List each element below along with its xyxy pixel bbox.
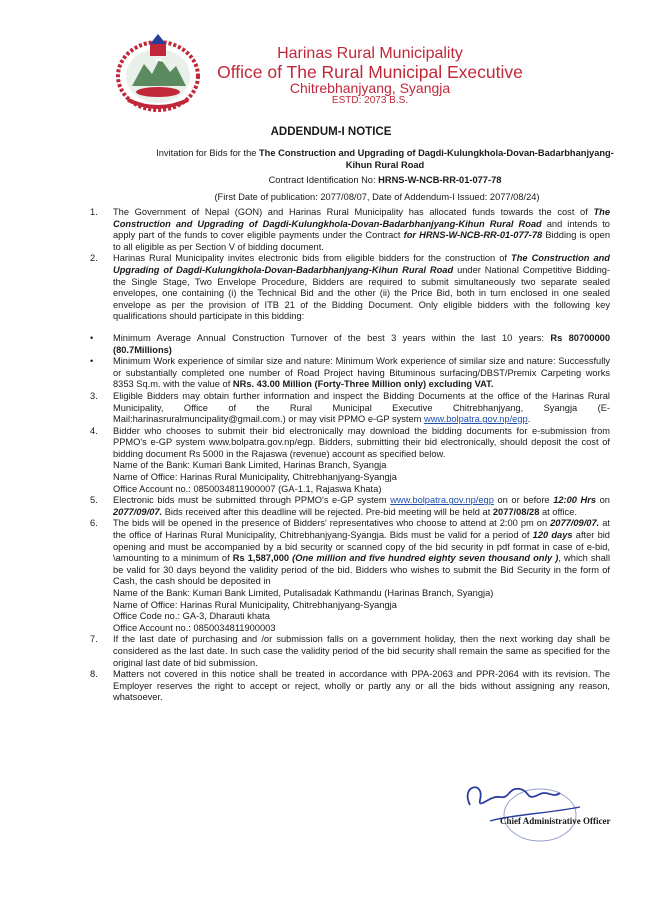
item-text: The bids will be opened in the presence of Bidders' representatives who choose to attend at 2:00 pm on [113,518,551,529]
item-text: Minimum Average Annual Construction Turnover of the best 3 years within the last 10 years: [113,332,551,343]
list-item [90,426,610,496]
egp-link[interactable]: www.bolpatra.gov.np/egp [390,495,494,506]
item-text: Harinas Rural Municipality invites electronic bids from eligible bidders for the construction of [113,253,512,264]
item-text: under National Competitive Bidding- the Single Stage, Two Envelope Procedure, Bidders are required to submit simultaneously two separate sealed envelopes, one containing (i) the Technical Bid and the other (ii) the Price Bid, both in turn enclosed in one sealed envelope as per the provision of ITB 21 of the Bidding Document. Only eligible bidders with the following key qualifications should participate in this bidding: [113,264,611,322]
office-name-line: Name of Office: Harinas Rural Municipality, Chitrebhanjyang-Syangja [113,599,397,610]
item-text: Electronic bids must be submitted through PPMO's e-GP system [113,495,391,506]
contract-number: HRNS-W-NCB-RR-01-077-78 [378,175,502,185]
item-number: 1. [90,207,98,217]
item-number: 8. [90,669,98,680]
signature-block [430,775,640,855]
item-number: 7. [90,634,98,645]
intro-prefix: Invitation for Bids for the [156,148,259,158]
contract-id [54,175,662,185]
deadline-date: 2077/09/07. [113,506,163,517]
item-text: Bids received after this deadline will be rejected. Pre-bid meeting will be held at [162,506,493,517]
list-item [90,518,610,634]
item-text: Matters not covered in this notice shall be treated in accordance with PPA-2063 and PPR-2064 with its revision. The Employer reserves the right to accept or reject, wholly or partly any or all the bids without assigning any reason, whatsoever. [113,669,610,703]
list-item [90,495,610,518]
opening-date: 2077/09/07. [550,518,600,529]
bullet: • [90,332,94,343]
publication-dates: (First Date of publication: 2077/08/07, Date of Addendum-I Issued: 2077/08/24) [214,192,540,202]
item-number: 2. [90,253,98,264]
contract-label: Contract Identification No: [268,175,379,185]
item-text: at the office of Harinas Rural Municipality, Chitrebhanjyang-Syangja. Bids must be valid for a period of [113,518,610,541]
bullet: • [90,356,94,367]
item-text: Minimum Work experience of similar size and nature: Minimum Work experience of similar size and nature: Successfully or substantially completed one number of Road Project having Bituminous surfacing/DBST/Premix Carpeting works 8353 Sq.m. with the value of [113,356,610,390]
account-number: Office Account no.: 0850034811900003 [113,622,276,633]
office-name: Office of The Rural Municipal Executive [217,61,523,82]
turnover-amount: Rs 80700000 (80.7Millions) [113,332,610,355]
office-address: Chitrebhanjyang, Syangja [289,80,451,97]
account-number: Office Account no.: 0850034811900007 (GA-1.1, Rajaswa Khata) [113,483,382,494]
bid-security-amount: Rs 1,587,000 [232,553,290,564]
list-item [90,634,610,669]
item-text: , which shall be valid for 30 days beyond the validity period of the bid. Bidders who wishes to submit the Bid Security in the form of Cash, the cash should be deposited in [113,553,611,587]
item-text: Eligible Bidders may obtain further information and inspect the Bidding Documents at the office of the Harinas Rural Municipality, Office of the Rural Municipal Executive Chitrebhanjyang, Syangja (E-Mail:harinasruralmuncipality@gmail.com.) or may visit PPMO e-GP system [113,390,610,425]
item-text: The Government of Nepal (GON) and Harinas Rural Municipality has allocated funds towards the cost of [113,207,594,217]
item-project: The Construction and Upgrading of Dagdi-Kulungkhola-Dovan-Badarbhanjyang-Kihun Rural Road [113,253,610,275]
nepal-emblem-logo [114,30,202,112]
signatory-title: Chief Administrative Officer [500,816,611,826]
item-text: . [527,414,531,425]
item-number: 6. [90,518,98,529]
item-contract: for HRNS-W-NCB-RR-01-077-78 [403,230,543,241]
office-header [205,46,535,106]
validity-period: 120 days [532,530,573,541]
item-number: 5. [90,495,98,506]
item-project: The Construction and Upgrading of Dagdi-Kulungkhola-Dovan-Badarbhanjyang-Kihun Rural Road [113,207,610,229]
notice-body [90,207,610,704]
establishment-year: ESTD: 2073 B.S. [331,94,409,106]
project-name: The Construction and Upgrading of Dagdi-Kulungkhola-Dovan-Badarbhanjyang-Kihun Rural Road [259,148,614,170]
item-text: If the last date of purchasing and /or submission falls on a government holiday, then the next working day shall be considered as the last date. In such case the validity period of the bid security shall remain the same as specified for the original last date of bid submission. [113,634,610,668]
bank-name: Name of the Bank: Kumari Bank Limited, Harinas Branch, Syangja [113,460,387,471]
item-text: on or before [493,495,554,506]
bank-name: Name of the Bank: Kumari Bank Limited, Putalisadak Kathmandu (Harinas Branch, Syangja) [113,588,494,598]
office-name-line: Name of Office: Harinas Rural Municipality, Chitrebhanjyang-Syangja [113,472,397,483]
item-number: 3. [90,390,98,401]
prebid-date: 2077/08/28 [492,506,540,517]
experience-amount: NRs. 43.00 Million (Forty-Three Million only) excluding VAT. [232,379,494,390]
item-text: Bidder who chooses to submit their bid electronically may download the bidding documents for e-submission from PPMO's e-GP system www.bolpatra.gov.np/egp. Bidders, submitting their bid electronically, should deposit the cost of bidding document Rs 5000 in the Rajaswa (revenue) account as specified below. [113,425,610,459]
item-text: after bid opening and must be accompanied by a bid security or scanned copy of the bid security in pdf format in case of e-bid, \amounting to a minimum of [113,530,610,564]
item-text: at office. [539,506,577,517]
qualification-item [90,356,610,391]
list-item [90,391,610,426]
municipality-name: Harinas Rural Municipality [277,45,463,62]
bid-security-words: (One million and five hundred eighty seven thousand only ) [289,553,559,564]
handwritten-signature [430,775,640,855]
qualification-item [90,333,610,356]
office-code: Office Code no.: GA-3, Dharauti khata [113,611,270,622]
item-number: 4. [90,425,98,436]
list-item [90,207,610,253]
notice-title: ADDENDUM-I NOTICE [270,126,392,138]
egp-link[interactable]: www.bolpatra.gov.np/egp [423,414,528,425]
deadline-time: 12:00 Hrs [553,495,597,506]
list-item [90,253,610,323]
list-item [90,669,610,704]
notice-intro [150,147,620,171]
item-text: on [596,495,610,506]
item-text: Bidding is open to all eligible as per Section V of bidding document. [113,230,610,252]
item-text: and intends to apply part of the funds to cover eligible payments under the Contract [113,218,610,241]
